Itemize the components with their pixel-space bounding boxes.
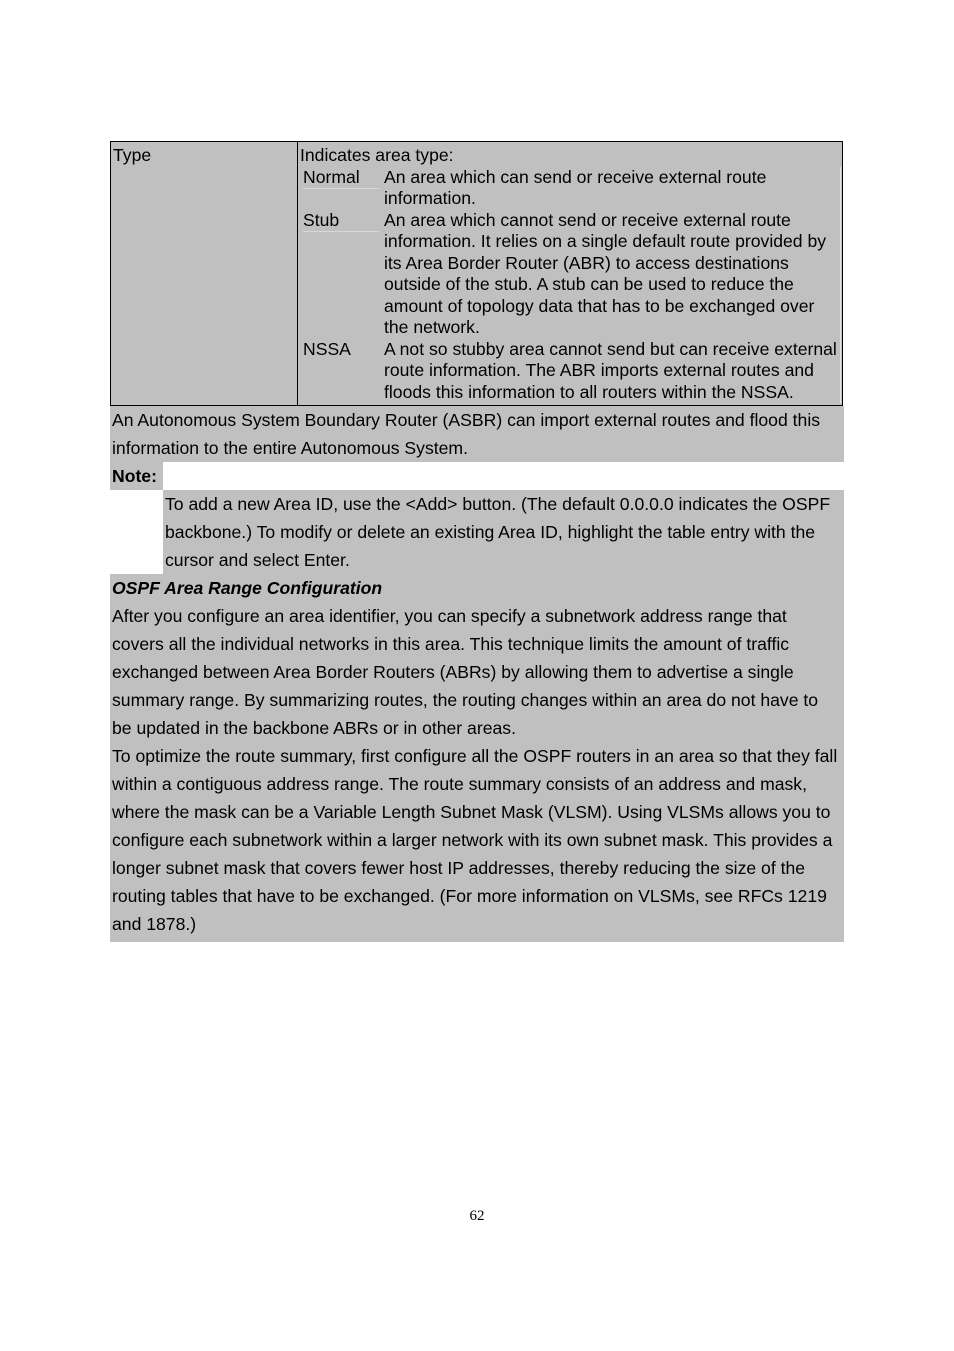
note-label: Note:: [110, 462, 159, 490]
list-item: [301, 339, 841, 404]
page-content: [110, 141, 844, 942]
description-intro: Indicates area type:: [300, 145, 454, 165]
note-text: To add a new Area ID, use the <Add> button. (The default 0.0.0.0 indicates the OSPF backbone.) To modify or delete an existing Area ID, highlight the table entry with the cursor and select Enter.: [163, 490, 844, 574]
area-type-name: Stub: [303, 210, 379, 233]
parameter-name: Type: [111, 142, 298, 406]
list-item: [301, 210, 841, 339]
section-paragraph: After you configure an area identifier, you can specify a subnetwork address range that covers all the individual networks in this area. This technique limits the amount of traffic exchanged between Area Border Routers (ABRs) by allowing them to advertise a single summary range. By summarizing routes, the routing changes within an area do not have to be updated in the backbone ABRs or in other areas.: [110, 602, 844, 742]
parameter-description: [298, 142, 843, 406]
area-type-name: Normal: [303, 167, 379, 190]
asbr-paragraph: An Autonomous System Boundary Router (ASBR) can import external routes and flood this information to the entire Autonomous System.: [110, 406, 844, 462]
section-paragraph: To optimize the route summary, first configure all the OSPF routers in an area so that they fall within a contiguous address range. The route summary consists of an address and mask, where the mask can be a Variable Length Subnet Mask (VLSM). Using VLSMs allows you to configure each subnetwork within a larger network with its own subnet mask. This provides a longer subnet mask that covers fewer host IP addresses, thereby reducing the size of the routing tables that have to be exchanged. (For more information on VLSMs, see RFCs 1219 and 1878.): [110, 742, 844, 942]
parameter-table: [110, 141, 843, 406]
section-heading: OSPF Area Range Configuration: [110, 574, 844, 602]
area-type-description: A not so stubby area cannot send but can receive external route information. The ABR imports external routes and floods this information to all routers within the NSSA.: [381, 339, 841, 404]
area-type-list: [301, 167, 841, 404]
area-type-description: An area which can send or receive external route information.: [381, 167, 841, 210]
table-row: [111, 142, 843, 406]
area-type-name: NSSA: [303, 338, 351, 359]
list-item: [301, 167, 841, 210]
area-type-description: An area which cannot send or receive external route information. It relies on a single default route provided by its Area Border Router (ABR) to access destinations outside of the stub. A stub can be used to reduce the amount of topology data that has to be exchanged over the network.: [381, 210, 841, 339]
note-label-row: [110, 462, 163, 490]
page-number: 62: [469, 1208, 485, 1224]
